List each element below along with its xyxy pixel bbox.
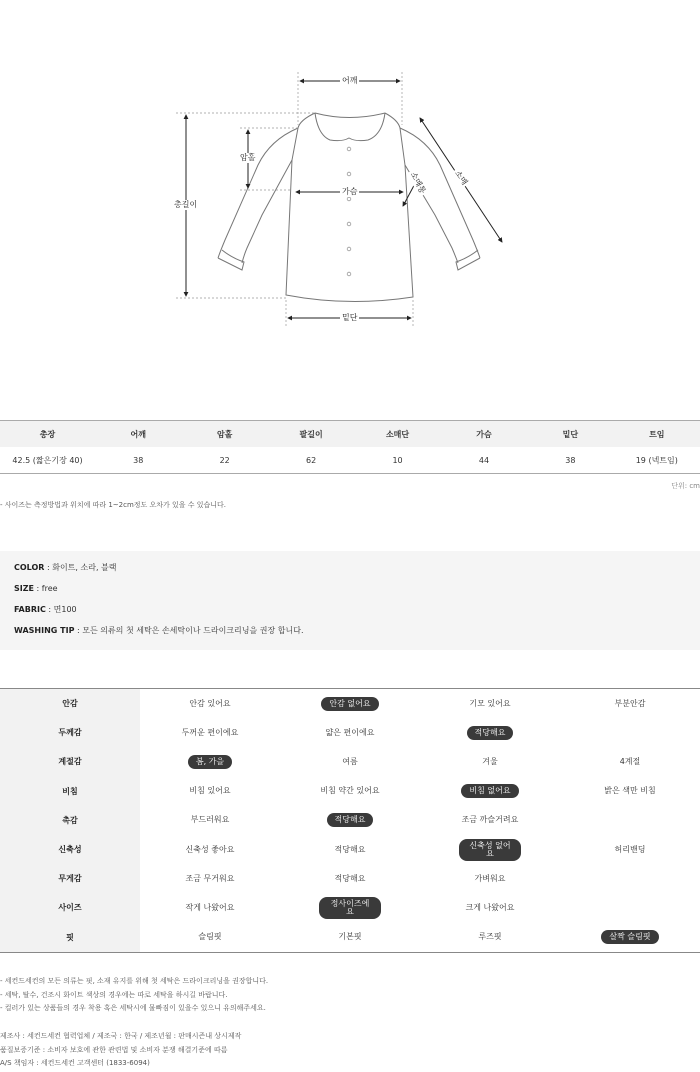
feature-option: 가벼워요 bbox=[474, 873, 506, 883]
size-header-cell: 밑단 bbox=[562, 429, 579, 439]
feature-option: 기본핏 bbox=[338, 932, 362, 942]
washing-value: : 모든 의류의 첫 세탁은 손세탁이나 드라이크리닝을 권장 합니다. bbox=[74, 626, 304, 635]
size-note: - 사이즈는 측정방법과 위치에 따라 1~2cm정도 오차가 있을 수 있습니다. bbox=[0, 501, 227, 509]
feature-option-cell bbox=[140, 923, 280, 952]
size-value-cell: 10 bbox=[392, 455, 403, 465]
feature-option: 신축성 좋아요 bbox=[185, 844, 235, 854]
feature-option: 작게 나왔어요 bbox=[185, 902, 235, 912]
feature-option-cell bbox=[560, 806, 700, 835]
total-length-label: 총길이 bbox=[174, 200, 198, 209]
feature-row bbox=[0, 893, 700, 922]
care-note: - 컬러가 있는 상품들의 경우 착용 혹은 세탁시에 물빠짐이 있을수 있으니 유의해주세요. bbox=[0, 1004, 266, 1012]
feature-row bbox=[0, 777, 700, 806]
feature-label: 사이즈 bbox=[0, 893, 140, 922]
feature-option: 비침 있어요 bbox=[189, 786, 231, 796]
feature-option: 4계절 bbox=[619, 756, 641, 766]
feature-option-cell bbox=[560, 747, 700, 776]
feature-option: 적당해요 bbox=[334, 873, 366, 883]
feature-option-cell bbox=[420, 806, 560, 835]
size-value-cell: 19 (넥트임) bbox=[635, 455, 678, 465]
sleeve-label: 소매 bbox=[451, 167, 470, 189]
feature-label: 안감 bbox=[0, 689, 140, 718]
feature-option: 밝은 색만 비침 bbox=[604, 786, 656, 796]
care-note: - 세탁, 탈수, 건조시 화이트 색상의 경우에는 따로 세탁을 하시길 바랍니다. bbox=[0, 990, 228, 999]
feature-option-cell bbox=[560, 718, 700, 747]
feature-option: 안감 있어요 bbox=[189, 698, 231, 708]
feature-option: 슬림핏 bbox=[198, 932, 222, 942]
feature-option-cell bbox=[420, 777, 560, 806]
feature-option-selected: 신축성 없어요 bbox=[459, 839, 521, 861]
size-label: SIZE bbox=[14, 584, 35, 593]
product-info bbox=[0, 551, 700, 650]
feature-option-cell bbox=[420, 835, 560, 864]
feature-option: 부분안감 bbox=[614, 698, 646, 708]
fabric-label: FABRIC bbox=[14, 605, 46, 614]
feature-option: 적당해요 bbox=[334, 844, 366, 854]
size-table-header bbox=[0, 421, 700, 447]
feature-option-cell bbox=[560, 893, 700, 922]
feature-option-cell bbox=[280, 777, 420, 806]
feature-option-cell bbox=[140, 864, 280, 893]
feature-label: 계절감 bbox=[0, 747, 140, 776]
feature-option: 얇은 편이에요 bbox=[325, 727, 375, 737]
feature-option-cell bbox=[140, 806, 280, 835]
size-value-cell: 22 bbox=[219, 455, 230, 465]
color-info bbox=[14, 563, 686, 573]
feature-table bbox=[0, 688, 700, 953]
feature-option-selected: 적당해요 bbox=[327, 813, 374, 827]
feature-option-cell bbox=[420, 689, 560, 718]
size-table-row bbox=[0, 447, 700, 473]
feature-option: 루즈핏 bbox=[478, 932, 502, 942]
feature-option-cell bbox=[280, 806, 420, 835]
feature-option-cell bbox=[420, 893, 560, 922]
size-value-cell: 62 bbox=[306, 455, 317, 465]
feature-row bbox=[0, 747, 700, 776]
feature-option-cell bbox=[560, 864, 700, 893]
feature-option-selected: 봄, 가을 bbox=[188, 755, 232, 769]
fabric-value: : 면100 bbox=[45, 605, 77, 614]
feature-option-cell bbox=[280, 893, 420, 922]
feature-row bbox=[0, 864, 700, 893]
size-table bbox=[0, 420, 700, 474]
feature-option-cell bbox=[280, 923, 420, 952]
feature-option: 허리밴딩 bbox=[614, 844, 646, 854]
feature-label: 비침 bbox=[0, 777, 140, 806]
feature-option: 조금 까슬거려요 bbox=[461, 815, 519, 825]
feature-option-cell bbox=[560, 777, 700, 806]
size-header-cell: 어깨 bbox=[130, 429, 146, 439]
feature-option-selected: 정사이즈에요 bbox=[319, 897, 381, 919]
feature-option-selected: 살짝 슬림핏 bbox=[601, 930, 658, 944]
size-header-cell: 팔길이 bbox=[299, 429, 323, 439]
feature-option: 여름 bbox=[342, 756, 358, 766]
feature-label: 핏 bbox=[0, 923, 140, 952]
garment-sketch bbox=[0, 0, 700, 340]
size-header-cell: 총장 bbox=[39, 429, 56, 439]
feature-option-cell bbox=[280, 747, 420, 776]
sleeve-width-label: 소매통 bbox=[407, 169, 429, 198]
fabric-info bbox=[14, 605, 686, 615]
armhole-label: 암홀 bbox=[240, 153, 256, 162]
feature-option-cell bbox=[140, 718, 280, 747]
feature-option-cell bbox=[140, 689, 280, 718]
care-notes bbox=[0, 975, 268, 1016]
feature-option-selected: 안감 없어요 bbox=[321, 697, 378, 711]
feature-option-cell bbox=[140, 835, 280, 864]
feature-option-cell bbox=[280, 864, 420, 893]
feature-option-selected: 적당해요 bbox=[467, 726, 514, 740]
size-value-cell: 44 bbox=[478, 455, 490, 465]
shoulder-label: 어깨 bbox=[342, 76, 358, 85]
feature-label: 무게감 bbox=[0, 864, 140, 893]
feature-row bbox=[0, 718, 700, 747]
size-header-cell: 암홀 bbox=[216, 429, 233, 439]
feature-option-cell bbox=[420, 747, 560, 776]
color-value: : 화이트, 소라, 블랙 bbox=[44, 563, 117, 572]
feature-option: 겨울 bbox=[482, 756, 498, 766]
maker-line: A/S 책임자 : 세컨드세컨 고객센터 (1833-6094) bbox=[0, 1059, 150, 1067]
feature-row bbox=[0, 923, 700, 952]
feature-option-cell bbox=[140, 777, 280, 806]
feature-option: 비침 약간 있어요 bbox=[320, 786, 380, 796]
feature-label: 촉감 bbox=[0, 806, 140, 835]
feature-option: 부드러워요 bbox=[190, 815, 230, 825]
feature-option-cell bbox=[420, 864, 560, 893]
feature-option: 두꺼운 편이에요 bbox=[181, 727, 239, 737]
feature-option: 크게 나왔어요 bbox=[465, 902, 515, 912]
unit-label: 단위: cm bbox=[671, 482, 700, 490]
color-label: COLOR bbox=[14, 563, 45, 572]
feature-row bbox=[0, 689, 700, 718]
feature-option-cell bbox=[140, 747, 280, 776]
feature-option-cell bbox=[280, 689, 420, 718]
chest-label: 가슴 bbox=[342, 187, 358, 196]
size-header-cell: 소매단 bbox=[385, 429, 410, 439]
maker-line: 제조사 : 세컨드세컨 협력업체 / 제조국 : 한국 / 제조년월 : 판매시즌내 상시제작 bbox=[0, 1032, 242, 1040]
feature-option-cell bbox=[420, 923, 560, 952]
feature-option-cell bbox=[560, 923, 700, 952]
feature-option-cell bbox=[560, 835, 700, 864]
maker-line: 품질보증기준 : 소비자 보호에 관한 관련법 및 소비자 분쟁 해결기준에 따름 bbox=[0, 1045, 228, 1054]
care-note: - 세컨드세컨의 모든 의류는 핏, 소재 유지를 위해 첫 세탁은 드라이크리닝을 권장합니다. bbox=[0, 977, 269, 985]
hem-label: 밑단 bbox=[342, 313, 358, 322]
feature-option: 기모 있어요 bbox=[469, 698, 511, 708]
feature-label: 신축성 bbox=[0, 835, 140, 864]
feature-option-cell bbox=[280, 835, 420, 864]
maker-info bbox=[0, 1030, 241, 1071]
feature-label: 두께감 bbox=[0, 718, 140, 747]
washing-label: WASHING TIP bbox=[14, 626, 75, 635]
size-value-cell: 42.5 (짧은기장 40) bbox=[12, 455, 83, 465]
feature-option-cell bbox=[140, 893, 280, 922]
washing-info bbox=[14, 626, 686, 636]
feature-option-cell bbox=[560, 689, 700, 718]
size-info bbox=[14, 584, 686, 594]
feature-option-selected: 비침 없어요 bbox=[461, 784, 518, 798]
feature-row bbox=[0, 835, 700, 864]
size-value-cell: 38 bbox=[565, 455, 576, 465]
feature-row bbox=[0, 806, 700, 835]
size-value-cell: 38 bbox=[133, 455, 144, 465]
feature-option-cell bbox=[420, 718, 560, 747]
size-header-cell: 트임 bbox=[649, 429, 665, 439]
size-value: : free bbox=[34, 584, 58, 593]
size-header-cell: 가슴 bbox=[476, 429, 492, 439]
feature-option: 조금 무거워요 bbox=[185, 873, 235, 883]
blouse-diagram bbox=[0, 0, 700, 340]
feature-option-cell bbox=[280, 718, 420, 747]
